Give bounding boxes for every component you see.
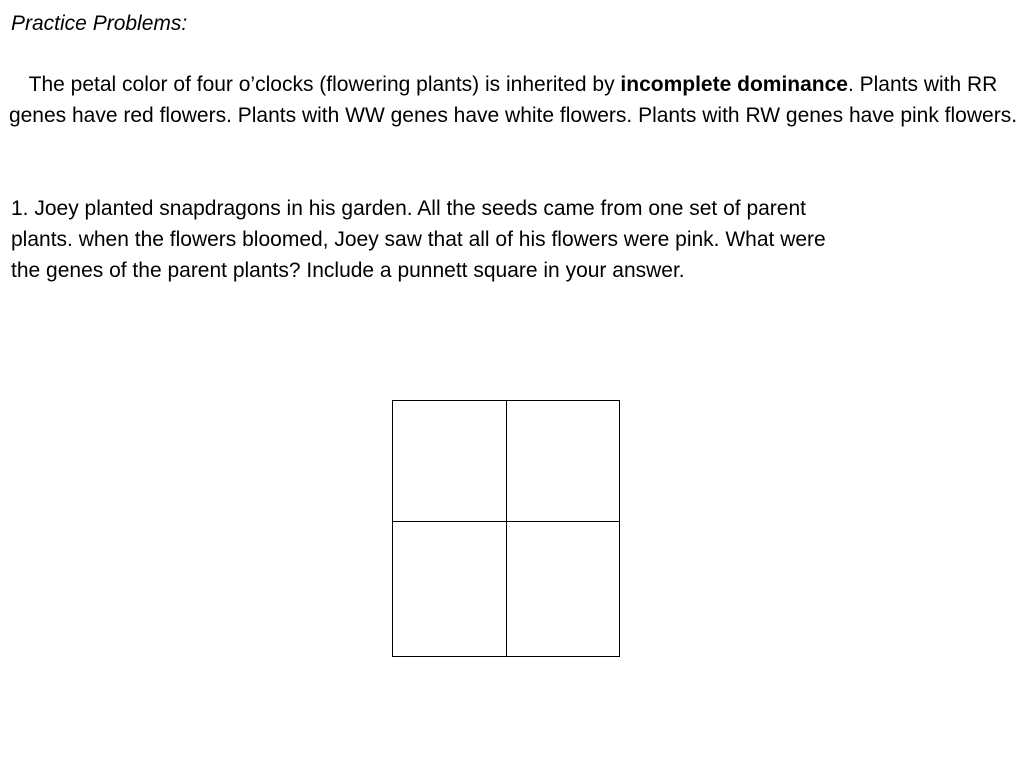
punnett-cell	[507, 522, 619, 656]
intro-paragraph	[8, 69, 1018, 131]
punnett-cell	[393, 522, 507, 656]
intro-text-after: . Plants with RR genes have red flowers. Plants with WW genes have white flowers. Plants with RW genes have pink flowers.	[8, 73, 1018, 127]
intro-text-before: The petal color of four o’clocks (flowering plants) is inherited by	[28, 73, 621, 96]
punnett-cell	[507, 401, 619, 522]
question-1: 1. Joey planted snapdragons in his garden. All the seeds came from one set of parent plants. when the flowers bloomed, Joey saw that all of his flowers were pink. What were the genes of the parent plants? Include a punnett square in your answer.	[11, 197, 826, 282]
practice-heading: Practice Problems:	[11, 12, 188, 35]
punnett-square	[392, 400, 620, 657]
punnett-cell	[393, 401, 507, 522]
intro-bold-term: incomplete dominance	[620, 73, 848, 96]
